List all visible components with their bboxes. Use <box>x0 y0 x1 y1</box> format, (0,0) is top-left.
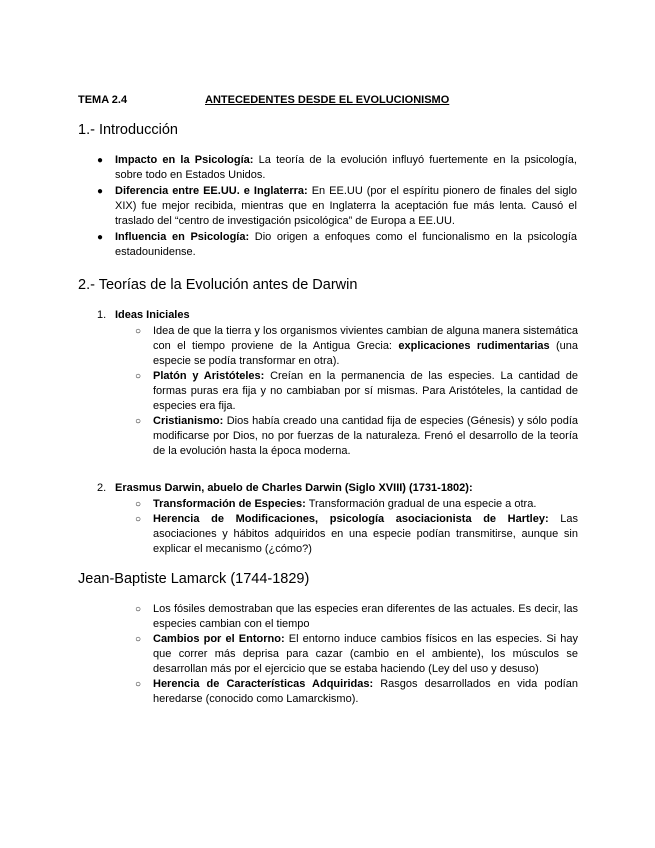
bullet-icon: ● <box>97 232 104 243</box>
list-item: ○ Herencia de Modificaciones, psicología asociacionista de Hartley: Las asociaciones y hábitos adquiridos en una especie podían transmitirse, aunque sin explicar el mecanismo (¿cómo?) <box>135 513 578 555</box>
erasmus-list <box>135 497 578 557</box>
ideas-iniciales-list <box>135 324 579 459</box>
list-item: ○ Cambios por el Entorno: El entorno induce cambios físicos en las especies. Si hay que correr más deprisa para cazar (cambio en el ambiente), los músculos se desarrollan más por el ejercicio que se estaba haciendo (Ley del uso y desuso) <box>135 633 578 675</box>
list-item: ● Diferencia entre EE.UU. e Inglaterra: En EE.UU (por el espíritu pionero de finales del siglo XIX) fue mejor recibida, mientras que en Inglaterra la aceptación fue más lenta. Causó el traslado del “centro de investigación psicológica” de Europa a EE.UU. <box>97 185 577 227</box>
section-number: TEMA 2.4 <box>78 94 128 106</box>
lamarck-list <box>135 602 578 707</box>
heading-introduccion: 1.- Introducción <box>78 122 178 138</box>
list-item: ○ Transformación de Especies: Transformación gradual de una especie a otra. <box>135 498 537 510</box>
list-item: ○ Los fósiles demostraban que las especies eran diferentes de las actuales. Es decir, las especies cambian con el tiempo <box>135 603 578 630</box>
circle-bullet-icon: ○ <box>135 634 142 645</box>
numbered-item-1: 1. Ideas Iniciales <box>97 309 190 321</box>
intro-list <box>97 153 577 260</box>
circle-bullet-icon: ○ <box>135 679 142 690</box>
circle-bullet-icon: ○ <box>135 416 142 427</box>
list-item: ● Impacto en la Psicología: La teoría de la evolución influyó fuertemente en la psicología, sobre todo en Estados Unidos. <box>97 154 577 181</box>
heading-lamarck: Jean-Baptiste Lamarck (1744-1829) <box>78 571 310 587</box>
list-item: ● Influencia en Psicología: Dio origen a enfoques como el funcionalismo en la psicología estadounidense. <box>97 231 577 258</box>
circle-bullet-icon: ○ <box>135 604 142 615</box>
circle-bullet-icon: ○ <box>135 514 142 525</box>
document-title: ANTECEDENTES DESDE EL EVOLUCIONISMO <box>205 94 450 106</box>
heading-teorias: 2.- Teorías de la Evolución antes de Darwin <box>78 277 358 293</box>
bullet-icon: ● <box>97 186 104 197</box>
list-item: ○ Cristianismo: Dios había creado una cantidad fija de especies (Génesis) y sólo podía modificarse por Dios, no por fuerzas de la naturaleza. Frenó el desarrollo de la teoría de la evolución hasta la época moderna. <box>135 415 578 457</box>
list-item: ○ Idea de que la tierra y los organismos vivientes cambian de alguna manera sistemática con el tiempo proviene de la Antigua Grecia: explicaciones rudimentarias (una especie se podía transformar en otra). <box>135 325 579 367</box>
bullet-icon: ● <box>97 155 104 166</box>
circle-bullet-icon: ○ <box>135 499 142 510</box>
list-item: ○ Herencia de Características Adquiridas: Rasgos desarrollados en vida podían heredarse (conocido como Lamarckismo). <box>135 678 578 705</box>
circle-bullet-icon: ○ <box>135 326 142 337</box>
numbered-item-2: 2. Erasmus Darwin, abuelo de Charles Darwin (Siglo XVIII) (1731-1802): <box>97 482 473 494</box>
circle-bullet-icon: ○ <box>135 371 142 382</box>
list-item: ○ Platón y Aristóteles: Creían en la permanencia de las especies. La cantidad de formas puras era fija y no cambiaban por sí mismas. Para Aristóteles, la cantidad de especies era fija. <box>135 370 578 412</box>
